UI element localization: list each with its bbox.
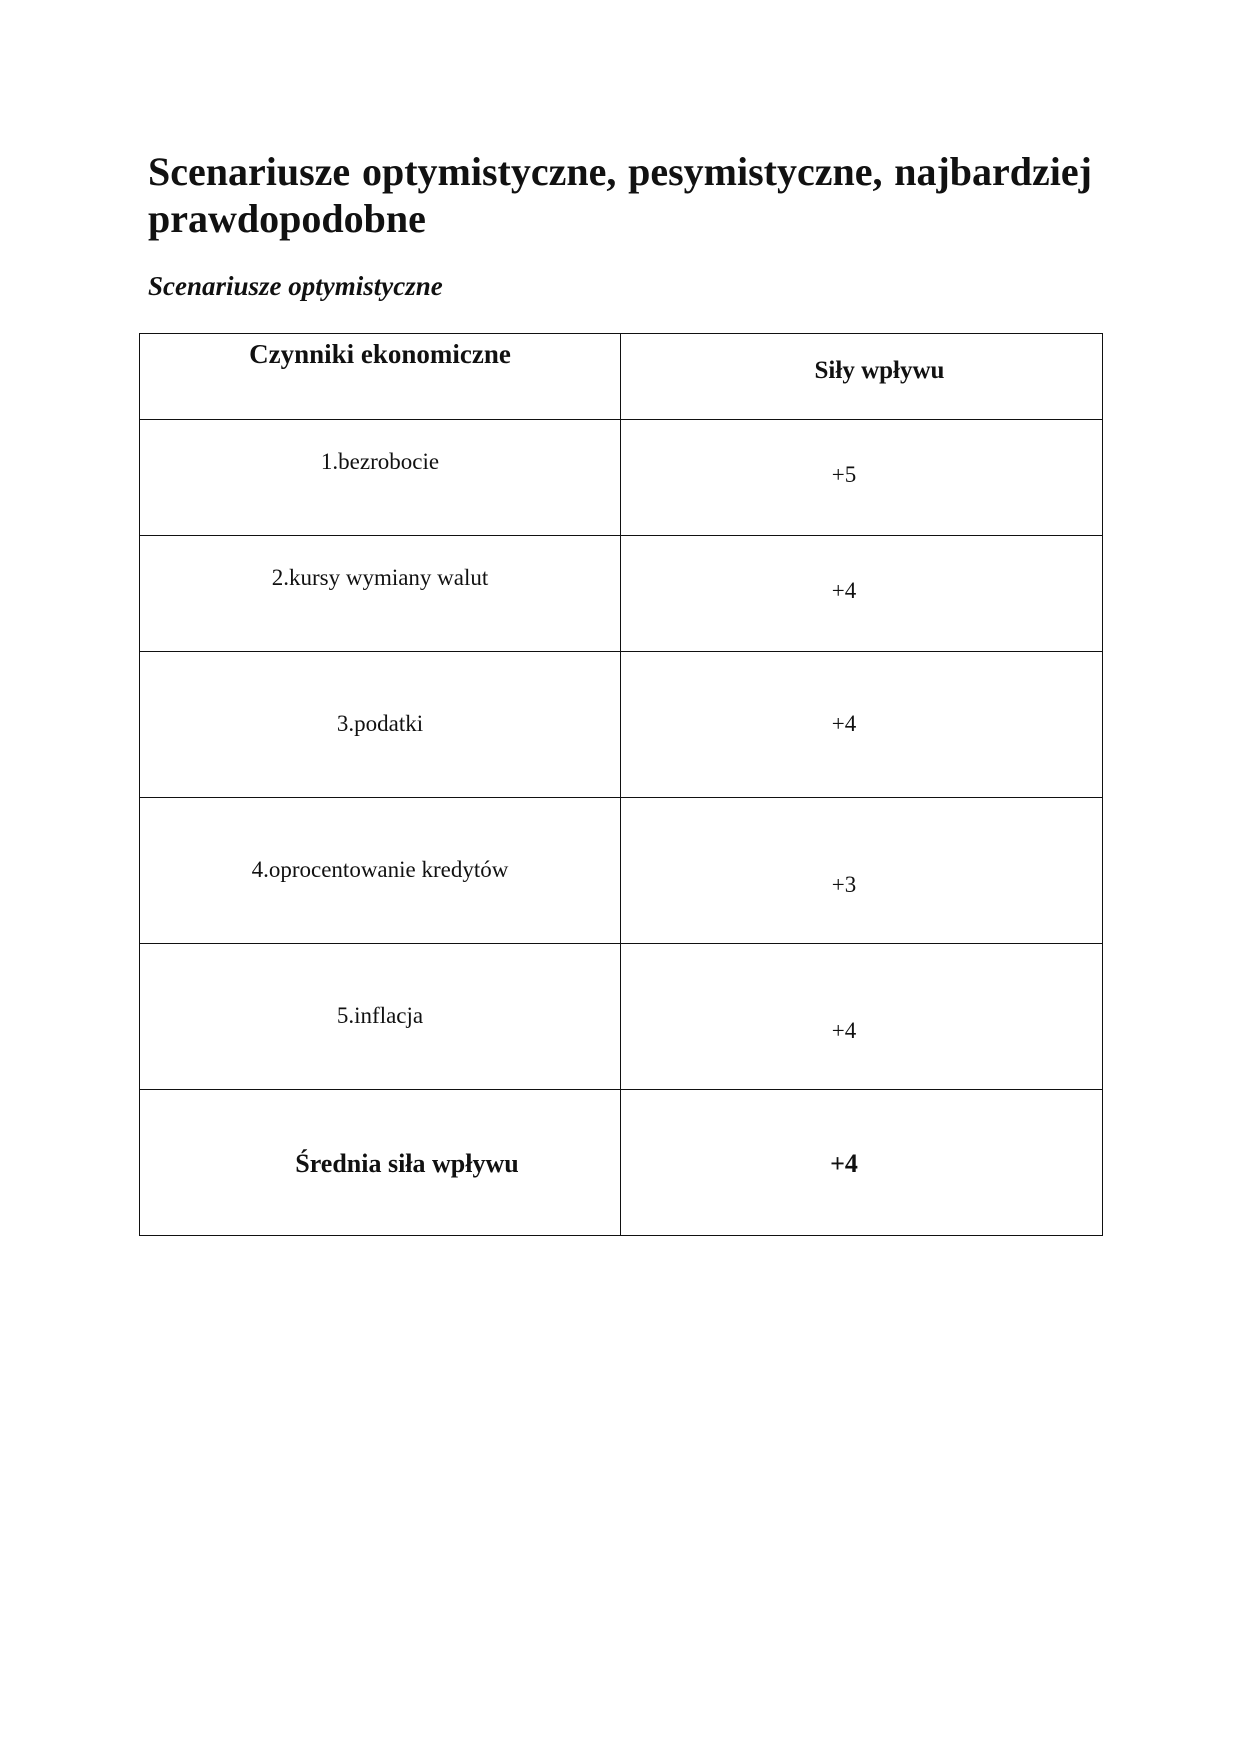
economic-factors-table bbox=[139, 333, 1103, 1236]
impact-value: +3 bbox=[831, 872, 857, 897]
document-title: Scenariusze optymistyczne, pesymistyczne, najbardziej prawdopodobne bbox=[148, 149, 1092, 241]
factor-name: 2.kursy wymiany walut bbox=[271, 565, 489, 590]
table-row bbox=[140, 798, 1103, 944]
factor-cell bbox=[140, 798, 621, 944]
impact-cell bbox=[621, 798, 1103, 944]
summary-label-cell bbox=[140, 1090, 621, 1236]
factor-name: 3.podatki bbox=[336, 711, 424, 736]
summary-value: +4 bbox=[830, 1149, 858, 1178]
impact-cell bbox=[621, 652, 1103, 798]
factor-name: 1.bezrobocie bbox=[320, 449, 440, 474]
factor-cell bbox=[140, 420, 621, 536]
impact-value: +4 bbox=[831, 1018, 857, 1043]
impact-cell bbox=[621, 536, 1103, 652]
table-header-row bbox=[140, 334, 1103, 420]
factor-cell bbox=[140, 944, 621, 1090]
summary-value-cell bbox=[621, 1090, 1103, 1236]
table-row bbox=[140, 652, 1103, 798]
summary-label: Średnia siła wpływu bbox=[295, 1149, 519, 1178]
impact-cell bbox=[621, 420, 1103, 536]
impact-value: +4 bbox=[831, 578, 857, 603]
factor-name: 4.oprocentowanie kredytów bbox=[251, 857, 509, 882]
table-row bbox=[140, 420, 1103, 536]
factor-cell bbox=[140, 652, 621, 798]
header-impact-label: Siły wpływu bbox=[814, 357, 945, 384]
header-cell-impact bbox=[621, 334, 1103, 420]
impact-value: +4 bbox=[831, 711, 857, 736]
summary-row bbox=[140, 1090, 1103, 1236]
header-cell-factors bbox=[140, 334, 621, 420]
section-subtitle: Scenariusze optymistyczne bbox=[148, 271, 443, 301]
table-row bbox=[140, 536, 1103, 652]
impact-cell bbox=[621, 944, 1103, 1090]
header-factors-label: Czynniki ekonomiczne bbox=[249, 339, 511, 369]
table-row bbox=[140, 944, 1103, 1090]
factor-cell bbox=[140, 536, 621, 652]
impact-value: +5 bbox=[831, 462, 857, 487]
factor-name: 5.inflacja bbox=[336, 1003, 424, 1028]
